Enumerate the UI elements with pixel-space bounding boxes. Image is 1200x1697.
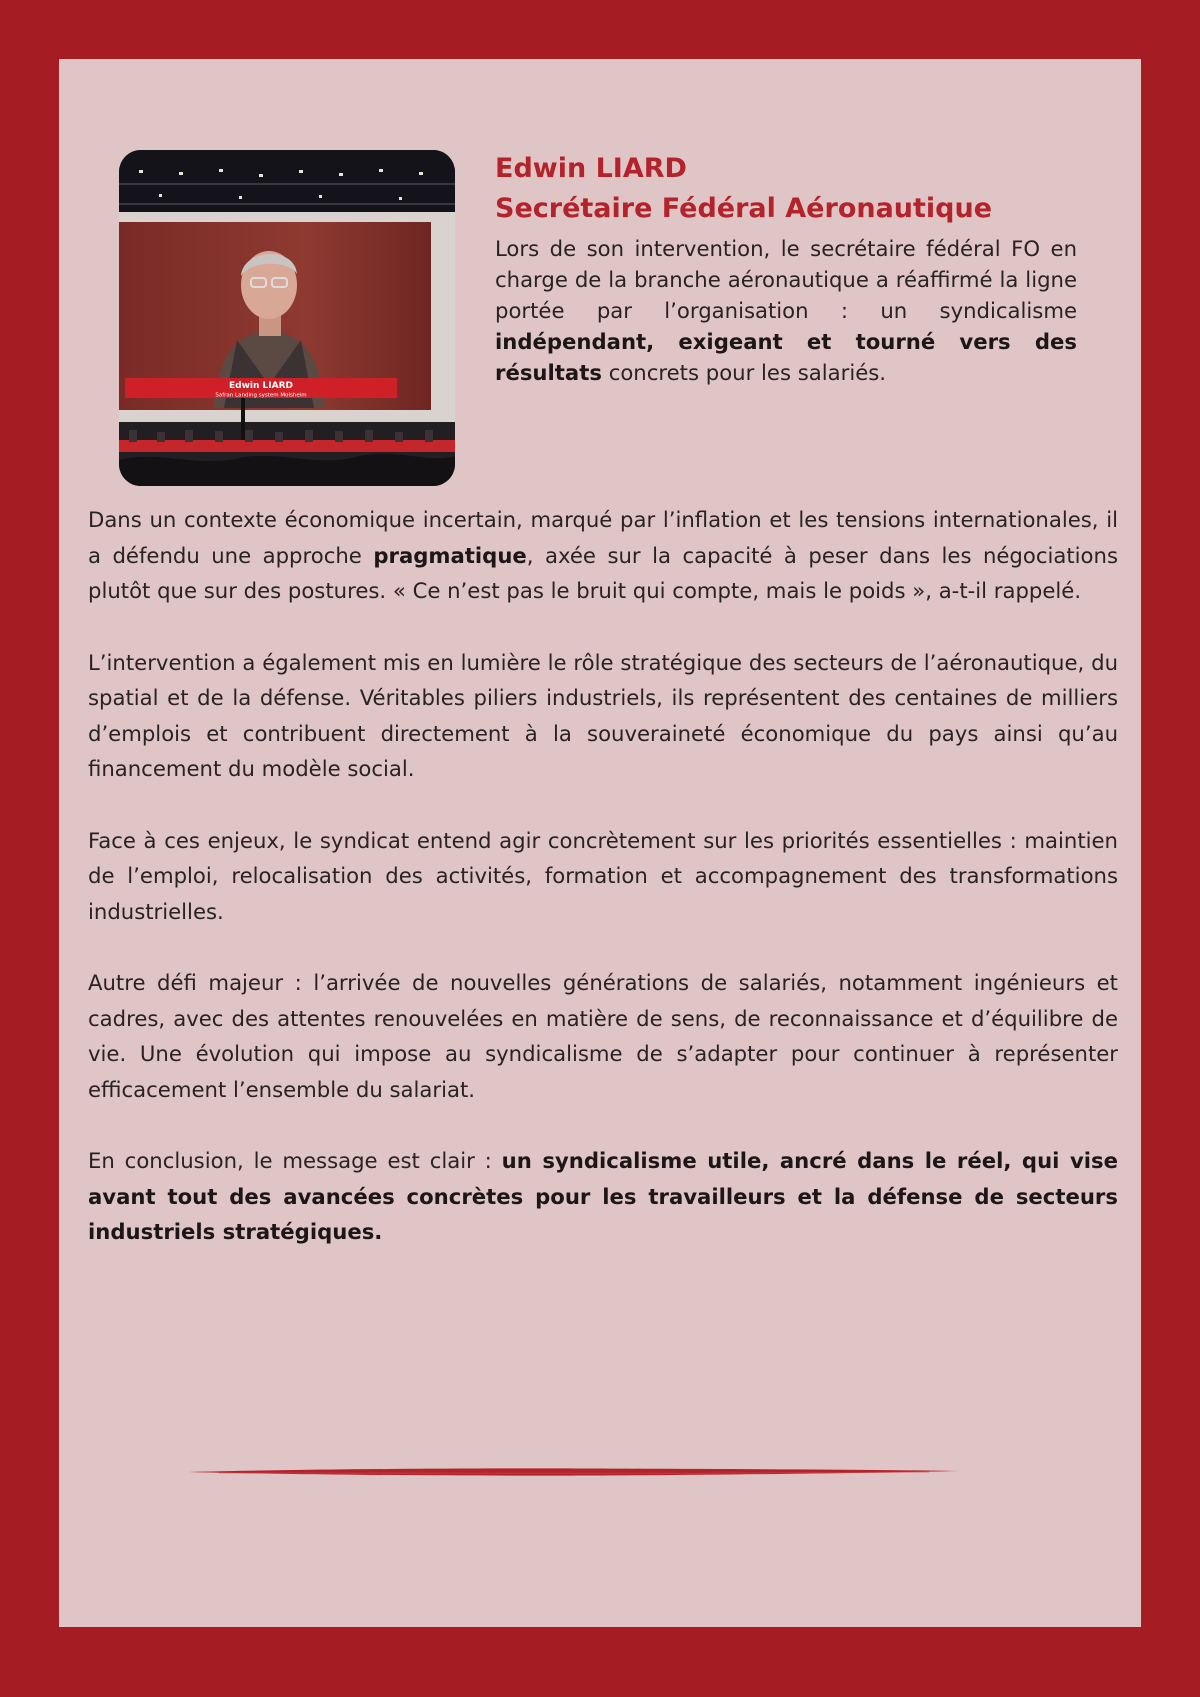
p1-text-2: , axée sur la capacité à peser dans les négociations plutôt que sur des postures. « Ce n’est pas le bruit qui compte, mais le poids », a-t-il rappelé.: [88, 542, 1118, 603]
intro-text-1: Lors de son intervention, le secrétaire fédéral FO en charge de la branche aéronautique a réaffirmé la ligne portée par l’organisation : un syndicalisme: [495, 236, 1077, 323]
intro-bold: indépendant, exigeant et tourné vers des résultats: [495, 329, 1077, 385]
article-header: [495, 149, 1077, 388]
intro-paragraph: [495, 233, 1077, 388]
paragraph-sectors: L’intervention a également mis en lumière le rôle stratégique des secteurs de l’aéronautique, du spatial et de la défense. Véritables piliers industriels, ils représentent des centaines de milliers d’emplois et contribuent directement à la souveraineté économique du pays ainsi qu’au financement du modèle social.: [88, 649, 1118, 781]
intro-text-2: concrets pour les salariés.: [601, 360, 887, 385]
article-body: [88, 502, 1118, 1286]
conference-photo-illustration: [119, 150, 455, 486]
speaker-name: Edwin LIARD: [495, 153, 687, 184]
p1-text-1: Dans un contexte économique incertain, marqué par l’inflation et les tensions internationales, il a défendu une approche: [88, 507, 1118, 568]
paragraph-context: [88, 502, 1118, 609]
p5-text-1: En conclusion, le message est clair :: [88, 1148, 502, 1173]
p1-bold: pragmatique: [373, 542, 527, 568]
p5-bold: un syndicalisme utile, ancré dans le réel, qui vise avant tout des avancées concrètes pour les travailleurs et la défense de secteurs industriels stratégiques.: [88, 1148, 1118, 1244]
paragraph-priorities: Face à ces enjeux, le syndicat entend agir concrètement sur les priorités essentielles : maintien de l’emploi, relocalisation des activités, formation et accompagnement des transformations industrielles.: [88, 827, 1118, 924]
brush-divider: [189, 1465, 959, 1479]
speaker-role: Secrétaire Fédéral Aéronautique: [495, 193, 993, 224]
photo-caption-org: Safran Landing system Molsheim: [215, 392, 307, 399]
article-panel: [59, 59, 1141, 1627]
paragraph-generations: Autre défi majeur : l’arrivée de nouvelles générations de salariés, notamment ingénieurs et cadres, avec des attentes renouvelées en matière de sens, de reconnaissance et d’équilibre de vie. Une évolution qui impose au syndicalisme de s’adapter pour continuer à représenter efficacement l’ensemble du salariat.: [88, 970, 1118, 1102]
paragraph-conclusion: [88, 1143, 1118, 1250]
speaker-photo: [119, 150, 455, 486]
photo-caption-name: Edwin LIARD: [229, 381, 293, 391]
